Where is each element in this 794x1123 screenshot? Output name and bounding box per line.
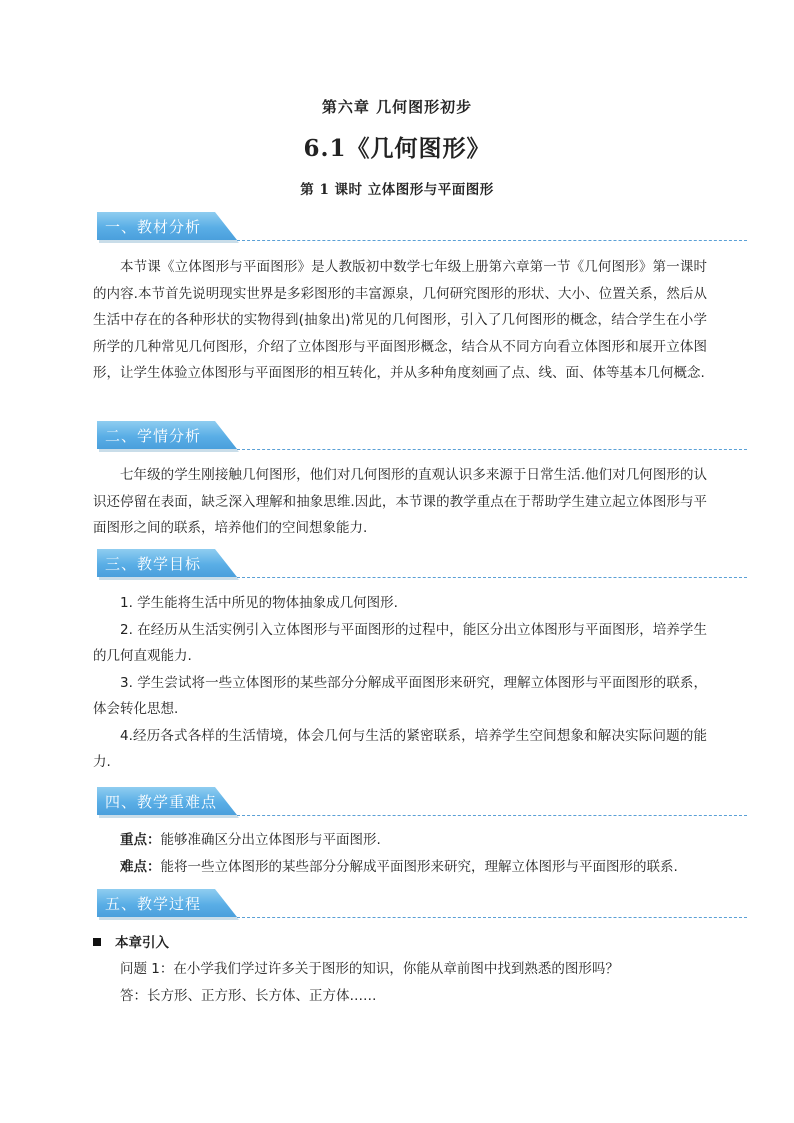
lesson-title: 6.1《几何图形》 [303,135,491,162]
section-divider-5 [237,917,747,918]
key-point-label: 重点： [120,832,161,848]
section-5-body [93,956,707,1009]
chapter-intro-heading [93,931,169,951]
paragraph: 七年级的学生刚接触几何图形，他们对几何图形的直观认识多来源于日常生活.他们对几何图形的认识还停留在表面，缺乏深入理解和抽象思维.因此，本节课的教学重点在于帮助学生建立起立体图形与平面图形之间的联系，培养他们的空间想象能力. [93,467,707,536]
difficult-point-label: 难点： [120,858,161,875]
difficult-point-text: 能将一些立体图形的某些部分分解成平面图形来研究，理解立体图形与平面图形的联系. [160,858,678,875]
section-tab-label-3: 三、教学目标 [105,555,202,573]
section-divider-2 [237,449,747,450]
section-header-1 [97,212,747,242]
answer-text: 答：长方形、正方形、长方体、正方体…… [120,987,377,1004]
section-header-5 [97,889,747,919]
section-divider-1 [237,240,747,241]
objective-item: 4.经历各式各样的生活情境，体会几何与生活的紧密联系，培养学生空间想象和解决实际问题的能力. [93,727,707,770]
period-title: 第 1 课时 立体图形与平面图形 [300,182,494,198]
section-divider-4 [237,815,747,816]
section-divider-3 [237,577,747,578]
section-2-body [93,462,707,542]
paragraph: 本节课《立体图形与平面图形》是人教版初中数学七年级上册第六章第一节《几何图形》第一课时的内容.本节首先说明现实世界是多彩图形的丰富源泉，几何研究图形的形状、大小、位置关系，然后从生活中存在的各种形状的实物得到(抽象出)常见的几何图形，引入了几何图形的概念，结合学生在小学所学的几种常见几何图形，介绍了立体图形与平面图形概念，结合从不同方向看立体图形和展开立体图形，让学生体验立体图形与平面图形的相互转化，并从多种角度刻画了点、线、面、体等基本几何概念. [93,259,707,381]
section-4-body [93,827,707,880]
difficult-point [93,854,707,881]
section-tab-label-5: 五、教学过程 [105,895,202,913]
section-header-4 [97,787,747,817]
question-text: 问题 1：在小学我们学过许多关于图形的知识，你能从章前图中找到熟悉的图形吗？ [120,961,619,977]
section-tab-label-2: 二、学情分析 [105,427,202,445]
section-tab-label-1: 一、教材分析 [105,218,202,236]
section-header-3 [97,549,747,579]
key-point [93,827,707,854]
section-1-body [93,254,707,387]
square-bullet-icon [93,938,101,946]
key-point-text: 能够准确区分出立体图形与平面图形. [160,832,381,848]
chapter-title: 第六章 几何图形初步 [321,98,473,116]
objective-item: 3. 学生尝试将一些立体图形的某些部分分解成平面图形来研究，理解立体图形与平面图形的联系，体会转化思想. [93,674,707,717]
objective-item: 1. 学生能将生活中所见的物体抽象成几何图形. [120,595,398,611]
chapter-intro-title: 本章引入 [115,935,169,951]
section-header-2 [97,421,747,451]
section-3-body [93,590,707,776]
section-tab-label-4: 四、教学重难点 [105,793,218,811]
objective-item: 2. 在经历从生活实例引入立体图形与平面图形的过程中，能区分出立体图形与平面图形，培养学生的几何直观能力. [93,621,707,664]
